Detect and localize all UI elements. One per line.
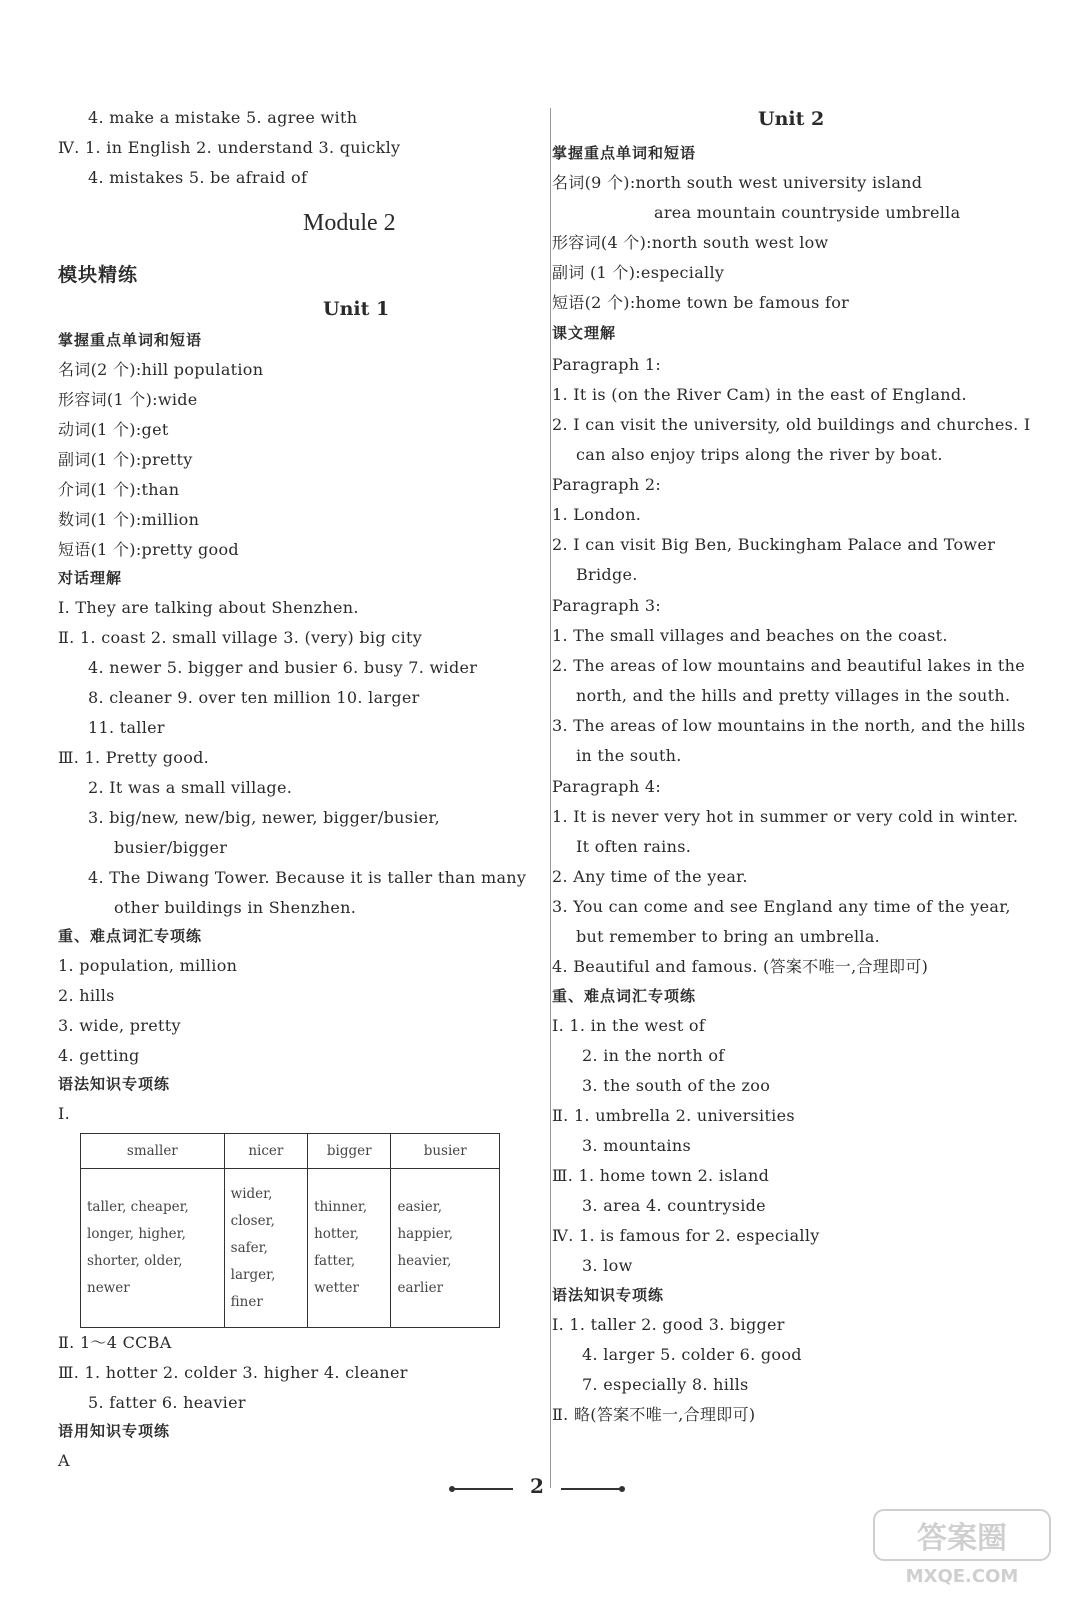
table-cell: easier, happier, heavier, earlier <box>391 1169 500 1328</box>
answer-line: 2. I can visit the university, old buildings and churches. I <box>552 415 1031 434</box>
answer-line: 3. The areas of low mountains in the north, and the hills <box>552 716 1026 735</box>
answer-line: 7. especially 8. hills <box>582 1375 749 1394</box>
answer-line: busier/bigger <box>114 838 228 857</box>
table-cell: wider, closer, safer, larger, finer <box>224 1169 307 1328</box>
paragraph-label: Paragraph 4: <box>552 777 662 796</box>
answer-line: Ⅲ. 1. Pretty good. <box>58 748 210 767</box>
answer-line: can also enjoy trips along the river by boat. <box>576 445 943 464</box>
answer-line: 4. larger 5. colder 6. good <box>582 1345 802 1364</box>
paragraph-label: Paragraph 3: <box>552 596 662 615</box>
subsection-heading: 课文理解 <box>552 324 617 342</box>
answer-line: but remember to bring an umbrella. <box>576 927 881 946</box>
subsection-heading: 重、难点词汇专项练 <box>552 987 697 1005</box>
vocab-line: 形容词(4 个):north south west low <box>552 233 829 252</box>
answer-line: 3. low <box>582 1256 633 1275</box>
answer-line: Ⅰ. 1. in the west of <box>552 1016 706 1035</box>
subsection-heading: 语法知识专项练 <box>552 1286 665 1304</box>
answer-line: 2. in the north of <box>582 1046 725 1065</box>
subsection-heading: 掌握重点单词和短语 <box>58 331 203 349</box>
answer-line: 3. big/new, new/big, newer, bigger/busier, <box>88 808 440 827</box>
answer-line: 4. make a mistake 5. agree with <box>88 108 358 127</box>
left-column <box>58 0 538 1600</box>
answer-line: 2. The areas of low mountains and beautiful lakes in the <box>552 656 1025 675</box>
vocab-line: 副词 (1 个):especially <box>552 263 725 282</box>
vocab-line: 数词(1 个):million <box>58 510 200 529</box>
answer-line: A <box>58 1451 70 1470</box>
vocab-line: 动词(1 个):get <box>58 420 169 439</box>
vocab-line: 短语(2 个):home town be famous for <box>552 293 850 312</box>
vocab-line: 名词(9 个):north south west university island <box>552 173 923 192</box>
answer-line: north, and the hills and pretty villages in the south. <box>576 686 1011 705</box>
answer-line: 8. cleaner 9. over ten million 10. larger <box>88 688 420 707</box>
page-number: 2 <box>530 1474 544 1498</box>
paragraph-label: Paragraph 1: <box>552 355 662 374</box>
answer-line: Ⅲ. 1. home town 2. island <box>552 1166 770 1185</box>
vocab-line: 副词(1 个):pretty <box>58 450 193 469</box>
answer-line: Ⅳ. 1. in English 2. understand 3. quickly <box>58 138 401 157</box>
watermark-logo <box>872 1508 1052 1588</box>
table-cell: taller, cheaper, longer, higher, shorter, older, newer <box>81 1169 225 1328</box>
answer-line: It often rains. <box>576 837 692 856</box>
subsection-heading: 重、难点词汇专项练 <box>58 927 203 945</box>
answer-line: 1. London. <box>552 505 642 524</box>
table-header: smaller <box>81 1134 225 1169</box>
answer-line: 4. Beautiful and famous. (答案不唯一,合理即可) <box>552 957 929 976</box>
subsection-heading: 语用知识专项练 <box>58 1422 171 1440</box>
answer-line: Ⅰ. <box>58 1104 71 1123</box>
table-header: busier <box>391 1134 500 1169</box>
answer-line: Ⅳ. 1. is famous for 2. especially <box>552 1226 820 1245</box>
answer-line: 2. It was a small village. <box>88 778 293 797</box>
comparative-table <box>80 1133 500 1328</box>
answer-line: 1. The small villages and beaches on the coast. <box>552 626 948 645</box>
answer-line: 5. fatter 6. heavier <box>88 1393 246 1412</box>
paragraph-label: Paragraph 2: <box>552 475 662 494</box>
answer-line: Ⅱ. 略(答案不唯一,合理即可) <box>552 1405 756 1424</box>
table-cell: thinner, hotter, fatter, wetter <box>308 1169 391 1328</box>
unit-title: Unit 2 <box>758 108 825 130</box>
section-heading: 模块精练 <box>58 264 139 286</box>
ornament-left <box>453 1488 513 1490</box>
page-footer <box>0 1474 1074 1498</box>
answer-line: Ⅱ. 1～4 CCBA <box>58 1333 172 1352</box>
column-divider <box>550 108 551 1488</box>
answer-line: 3. area 4. countryside <box>582 1196 766 1215</box>
answer-line: 3. wide, pretty <box>58 1016 181 1035</box>
subsection-heading: 对话理解 <box>58 569 123 587</box>
answer-line: Ⅲ. 1. hotter 2. colder 3. higher 4. cleaner <box>58 1363 408 1382</box>
vocab-line: 介词(1 个):than <box>58 480 180 499</box>
answer-line: Ⅱ. 1. umbrella 2. universities <box>552 1106 795 1125</box>
right-column <box>552 0 1032 1600</box>
answer-line: 1. It is never very hot in summer or very cold in winter. <box>552 807 1019 826</box>
vocab-line: 形容词(1 个):wide <box>58 390 198 409</box>
answer-line: 1. It is (on the River Cam) in the east of England. <box>552 385 967 404</box>
answer-line: 3. mountains <box>582 1136 691 1155</box>
subsection-heading: 掌握重点单词和短语 <box>552 144 697 162</box>
answer-line: 2. hills <box>58 986 115 1005</box>
answer-line: 4. getting <box>58 1046 140 1065</box>
answer-line: Ⅰ. 1. taller 2. good 3. bigger <box>552 1315 785 1334</box>
answer-line: in the south. <box>576 746 682 765</box>
table-header: bigger <box>308 1134 391 1169</box>
answer-line: 11. taller <box>88 718 165 737</box>
vocab-line: 名词(2 个):hill population <box>58 360 264 379</box>
answer-line: 4. mistakes 5. be afraid of <box>88 168 308 187</box>
svg-text:答案圈: 答案圈 <box>917 1521 1007 1556</box>
answer-line: 2. I can visit Big Ben, Buckingham Palace and Tower <box>552 535 996 554</box>
answer-line: 4. newer 5. bigger and busier 6. busy 7. wider <box>88 658 478 677</box>
svg-text:MXQE.COM: MXQE.COM <box>905 1566 1019 1587</box>
answer-line: 3. the south of the zoo <box>582 1076 771 1095</box>
table-header: nicer <box>224 1134 307 1169</box>
vocab-line: 短语(1 个):pretty good <box>58 540 239 559</box>
answer-line: 4. The Diwang Tower. Because it is taller than many <box>88 868 527 887</box>
answer-line: 2. Any time of the year. <box>552 867 748 886</box>
subsection-heading: 语法知识专项练 <box>58 1075 171 1093</box>
unit-title: Unit 1 <box>323 298 390 320</box>
vocab-line: area mountain countryside umbrella <box>654 203 961 222</box>
answer-line: Ⅰ. They are talking about Shenzhen. <box>58 598 359 617</box>
ornament-right <box>561 1488 621 1490</box>
answer-line: Bridge. <box>576 565 638 584</box>
answer-line: 3. You can come and see England any time of the year, <box>552 897 1011 916</box>
answer-line: Ⅱ. 1. coast 2. small village 3. (very) big city <box>58 628 423 647</box>
module-title: Module 2 <box>303 210 396 236</box>
answer-line: 1. population, million <box>58 956 238 975</box>
answer-line: other buildings in Shenzhen. <box>114 898 357 917</box>
